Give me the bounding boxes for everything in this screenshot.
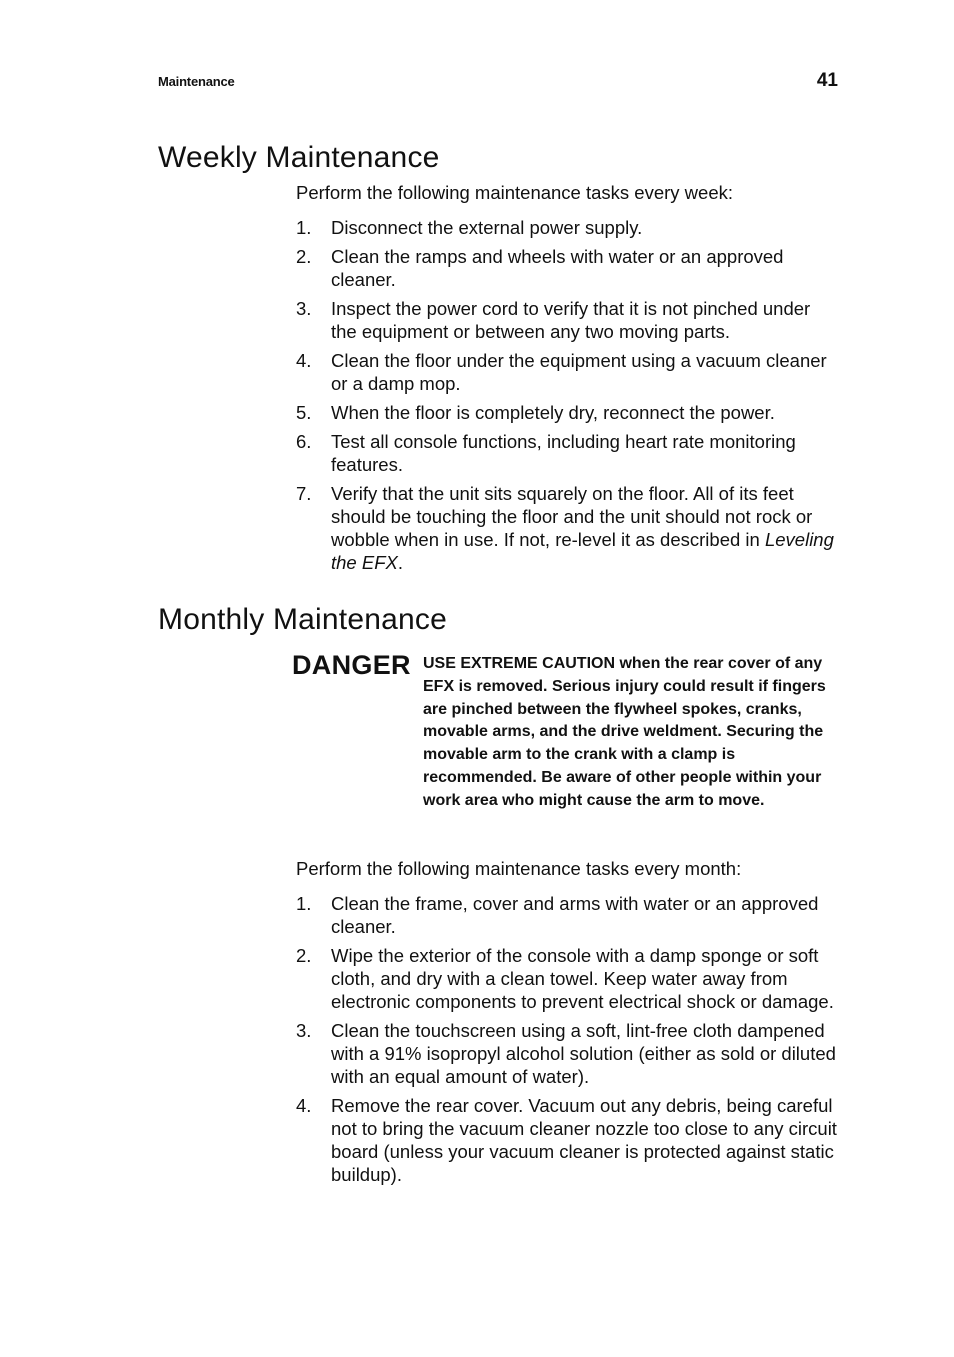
danger-label: DANGER — [292, 650, 411, 680]
list-item: 3. Inspect the power cord to verify that it is not pinched under the equipment or between any two moving parts. — [296, 298, 811, 342]
list-item: 7. Verify that the unit sits squarely on the floor. All of its feet should be touching the floor and the unit should not rock or wobble when in use. If not, re-level it as described in Leveling the EFX. — [296, 483, 834, 573]
list-item-text: Clean the ramps and wheels with water or an approved cleaner. — [331, 246, 784, 290]
list-item-text: Wipe the exterior of the console with a damp sponge or soft cloth, and dry with a clean towel. Keep water away from electronic components to prevent electrical shock or damage. — [331, 945, 834, 1012]
weekly-maintenance-heading: Weekly Maintenance — [158, 141, 440, 174]
monthly-intro: Perform the following maintenance tasks every month: — [296, 858, 742, 879]
running-header: Maintenance — [158, 74, 235, 89]
list-item-text: When the floor is completely dry, reconnect the power. — [331, 402, 775, 423]
monthly-maintenance-heading: Monthly Maintenance — [158, 603, 447, 636]
list-item-text: Remove the rear cover. Vacuum out any debris, being careful not to bring the vacuum cleaner nozzle too close to any circuit board (unless your vacuum cleaner is protected against static buildup). — [331, 1095, 837, 1185]
list-item-text: Test all console functions, including heart rate monitoring features. — [331, 431, 796, 475]
list-item-text: Disconnect the external power supply. — [331, 217, 643, 238]
list-item: 5. When the floor is completely dry, reconnect the power. — [296, 402, 775, 423]
list-item: 1. Disconnect the external power supply. — [296, 217, 643, 238]
weekly-intro: Perform the following maintenance tasks every week: — [296, 182, 734, 203]
list-item-text: Clean the floor under the equipment using a vacuum cleaner or a damp mop. — [331, 350, 827, 394]
list-item: 4. Clean the floor under the equipment using a vacuum cleaner or a damp mop. — [296, 350, 827, 394]
cross-reference-link[interactable]: Leveling the EFX — [331, 529, 834, 573]
list-item: 2. Wipe the exterior of the console with a damp sponge or soft cloth, and dry with a clean towel. Keep water away from electronic components to prevent electrical shock or damage. — [296, 945, 834, 1012]
list-item-text: Verify that the unit sits squarely on the floor. All of its feet should be touching the floor and the unit should not rock or wobble when in use. If not, re-level it as described in — [331, 483, 813, 550]
danger-warning-text: USE EXTREME CAUTION when the rear cover of any EFX is removed. Serious injury could result if fingers are pinched between the flywheel spokes, cranks, movable arms, and the drive weldment. Securing the movable arm to the crank with a clamp is recommended. Be aware of other people within your work area who might cause the arm to move. — [423, 655, 826, 809]
page-number: 41 — [816, 70, 838, 91]
list-item: 2. Clean the ramps and wheels with water or an approved cleaner. — [296, 246, 784, 290]
list-item: 4. Remove the rear cover. Vacuum out any debris, being careful not to bring the vacuum cleaner nozzle too close to any circuit board (unless your vacuum cleaner is protected against static buildup). — [296, 1095, 837, 1185]
monthly-steps-list — [296, 892, 841, 1192]
list-item: 6. Test all console functions, including heart rate monitoring features. — [296, 431, 796, 475]
list-item-text: Clean the frame, cover and arms with water or an approved cleaner. — [331, 893, 819, 937]
weekly-steps-list — [296, 216, 841, 580]
list-item: 3. Clean the touchscreen using a soft, lint-free cloth dampened with a 91% isopropyl alcohol solution (either as sold or diluted with an equal amount of water). — [296, 1020, 836, 1087]
list-item: 1. Clean the frame, cover and arms with water or an approved cleaner. — [296, 893, 819, 937]
list-item-text: Clean the touchscreen using a soft, lint-free cloth dampened with a 91% isopropyl alcohol solution (either as sold or diluted with an equal amount of water). — [331, 1020, 836, 1087]
list-item-text: Inspect the power cord to verify that it is not pinched under the equipment or between any two moving parts. — [331, 298, 811, 342]
